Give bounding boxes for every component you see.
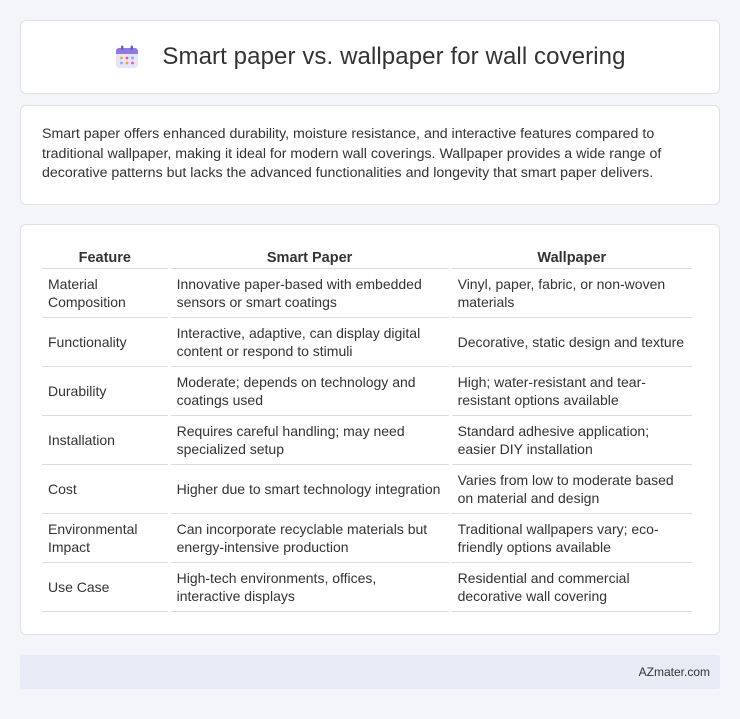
row-wallpaper: Varies from low to moderate based on material and design xyxy=(452,465,692,514)
table-row xyxy=(42,514,692,563)
title-card xyxy=(20,20,720,94)
row-feature: Environmental Impact xyxy=(42,514,168,563)
intro-text: Smart paper offers enhanced durability, moisture resistance, and interactive features compared to traditional wallpaper, making it ideal for modern wall coverings. Wallpaper provides a wide range of decorative patterns but lacks the advanced functionalities and longevity that smart paper delivers. xyxy=(42,126,662,181)
table-header-row xyxy=(42,246,692,269)
row-wallpaper: Standard adhesive application; easier DIY installation xyxy=(452,416,692,465)
row-smart-paper: Innovative paper-based with embedded sensors or smart coatings xyxy=(171,269,449,318)
page-title: Smart paper vs. wallpaper for wall covering xyxy=(162,43,626,70)
row-feature: Installation xyxy=(42,416,168,465)
header-smart-paper: Smart Paper xyxy=(171,246,449,269)
table-row xyxy=(42,465,692,514)
row-feature: Functionality xyxy=(42,318,168,367)
footer-bar xyxy=(20,655,720,689)
row-smart-paper: Higher due to smart technology integration xyxy=(171,465,449,514)
row-wallpaper: Residential and commercial decorative wall covering xyxy=(452,563,692,612)
row-feature: Use Case xyxy=(42,563,168,612)
row-smart-paper: Moderate; depends on technology and coatings used xyxy=(171,367,449,416)
table-row xyxy=(42,367,692,416)
row-wallpaper: Vinyl, paper, fabric, or non-woven materials xyxy=(452,269,692,318)
table-row xyxy=(42,269,692,318)
row-feature: Material Composition xyxy=(42,269,168,318)
comparison-table-card xyxy=(20,224,720,635)
calendar-icon xyxy=(114,44,140,70)
row-wallpaper: Traditional wallpapers vary; eco-friendly options available xyxy=(452,514,692,563)
row-smart-paper: Interactive, adaptive, can display digital content or respond to stimuli xyxy=(171,318,449,367)
row-smart-paper: Can incorporate recyclable materials but energy-intensive production xyxy=(171,514,449,563)
table-row xyxy=(42,416,692,465)
table-row xyxy=(42,318,692,367)
header-feature: Feature xyxy=(42,246,168,269)
row-feature: Durability xyxy=(42,367,168,416)
row-smart-paper: Requires careful handling; may need specialized setup xyxy=(171,416,449,465)
table-row xyxy=(42,563,692,612)
row-wallpaper: Decorative, static design and texture xyxy=(452,318,692,367)
header-wallpaper: Wallpaper xyxy=(452,246,692,269)
row-wallpaper: High; water-resistant and tear-resistant options available xyxy=(452,367,692,416)
footer-brand: AZmater.com xyxy=(638,665,710,679)
comparison-table xyxy=(39,246,695,612)
row-feature: Cost xyxy=(42,465,168,514)
intro-card xyxy=(20,105,720,205)
row-smart-paper: High-tech environments, offices, interactive displays xyxy=(171,563,449,612)
